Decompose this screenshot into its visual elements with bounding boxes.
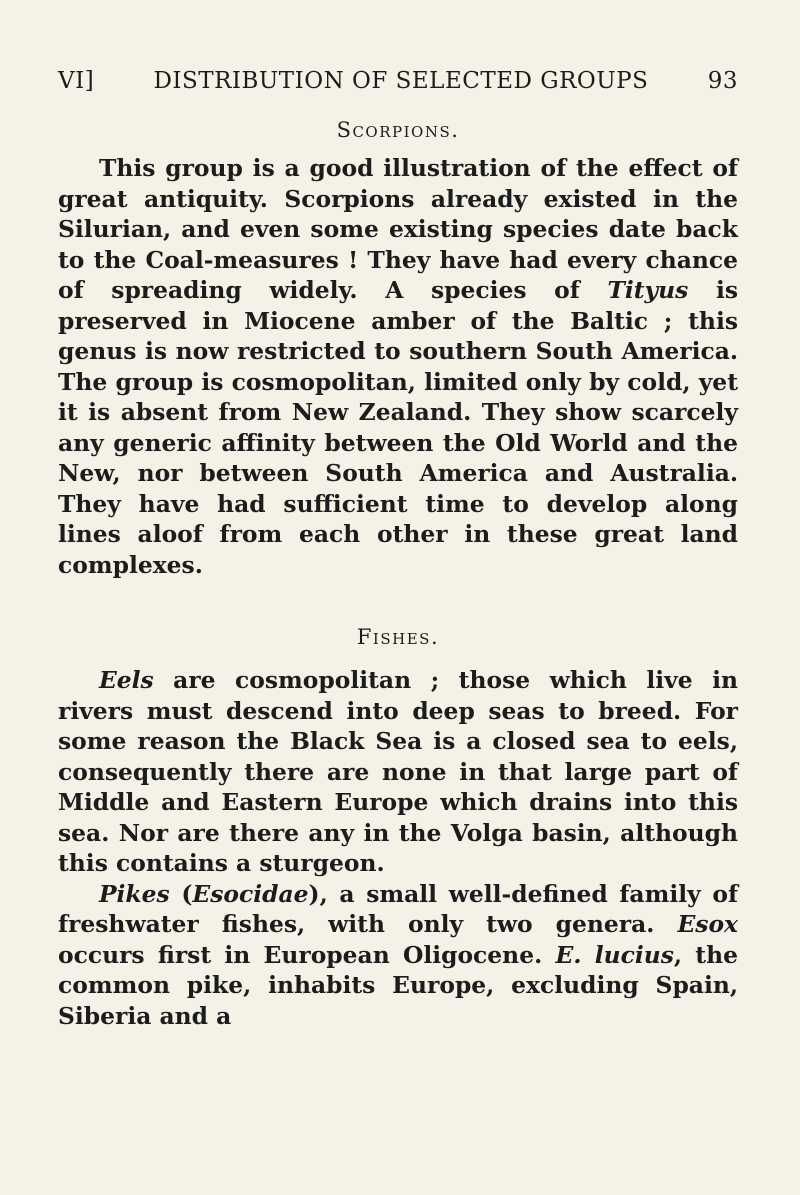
running-head [58,70,738,114]
text-run: are cosmopolitan ; those which live in rivers must descend into deep seas to breed. For some reason the Black Sea is a closed sea to eels, consequently there are none in that large part of Middle and Eastern Europe which drains into this sea. Nor are there any in the Volga basin, although this contains a sturgeon. [58,666,738,877]
term-pikes: Pikes [98,879,170,908]
section-spacer [58,580,738,627]
section-heading-fishes: Fishes. [356,625,440,649]
text-run: ( [169,879,193,908]
paragraph-eels [58,665,738,879]
chapter-marker: VI] [58,68,95,94]
text-run: This group is a good illustration of the effect of great antiquity. Scorpions already existed in the Silurian, and even some existing species date back to the Coal-measures ! They have had every chance of spreading widely. A species of [58,154,738,304]
paragraph-scorpions [58,153,738,580]
page-number: 93 [707,68,738,94]
running-title: DISTRIBUTION OF SELECTED GROUPS [153,68,649,94]
genus-name-tityus: Tityus [607,276,689,304]
section-heading-scorpions: Scorpions. [336,118,460,142]
term-eels: Eels [98,666,154,694]
text-run: , the common pike, inhabits Europe, excluding Spain, Siberia and a [58,940,738,1030]
text-run: occurs first in European Oligocene. [58,940,556,969]
book-page [58,70,738,1031]
text-run: is preserved in Miocene amber of the Baltic ; this genus is now restricted to southern South America. The group is cosmopolitan, limited only by cold, yet it is absent from New Zealand. They show scarcely any generic affinity between the Old World and the New, nor between South America and Australia. They have had sufficient time to develop along lines aloof from each other in these great land complexes. [58,276,738,579]
text-run: ), a small well-defined family of freshwater fishes, with only two genera. [58,879,739,938]
genus-name-esox: Esox [677,910,738,938]
family-name-esocidae: Esocidae [192,879,309,908]
paragraph-pikes [58,879,738,1032]
species-name-e-lucius: E. lucius [555,940,674,969]
